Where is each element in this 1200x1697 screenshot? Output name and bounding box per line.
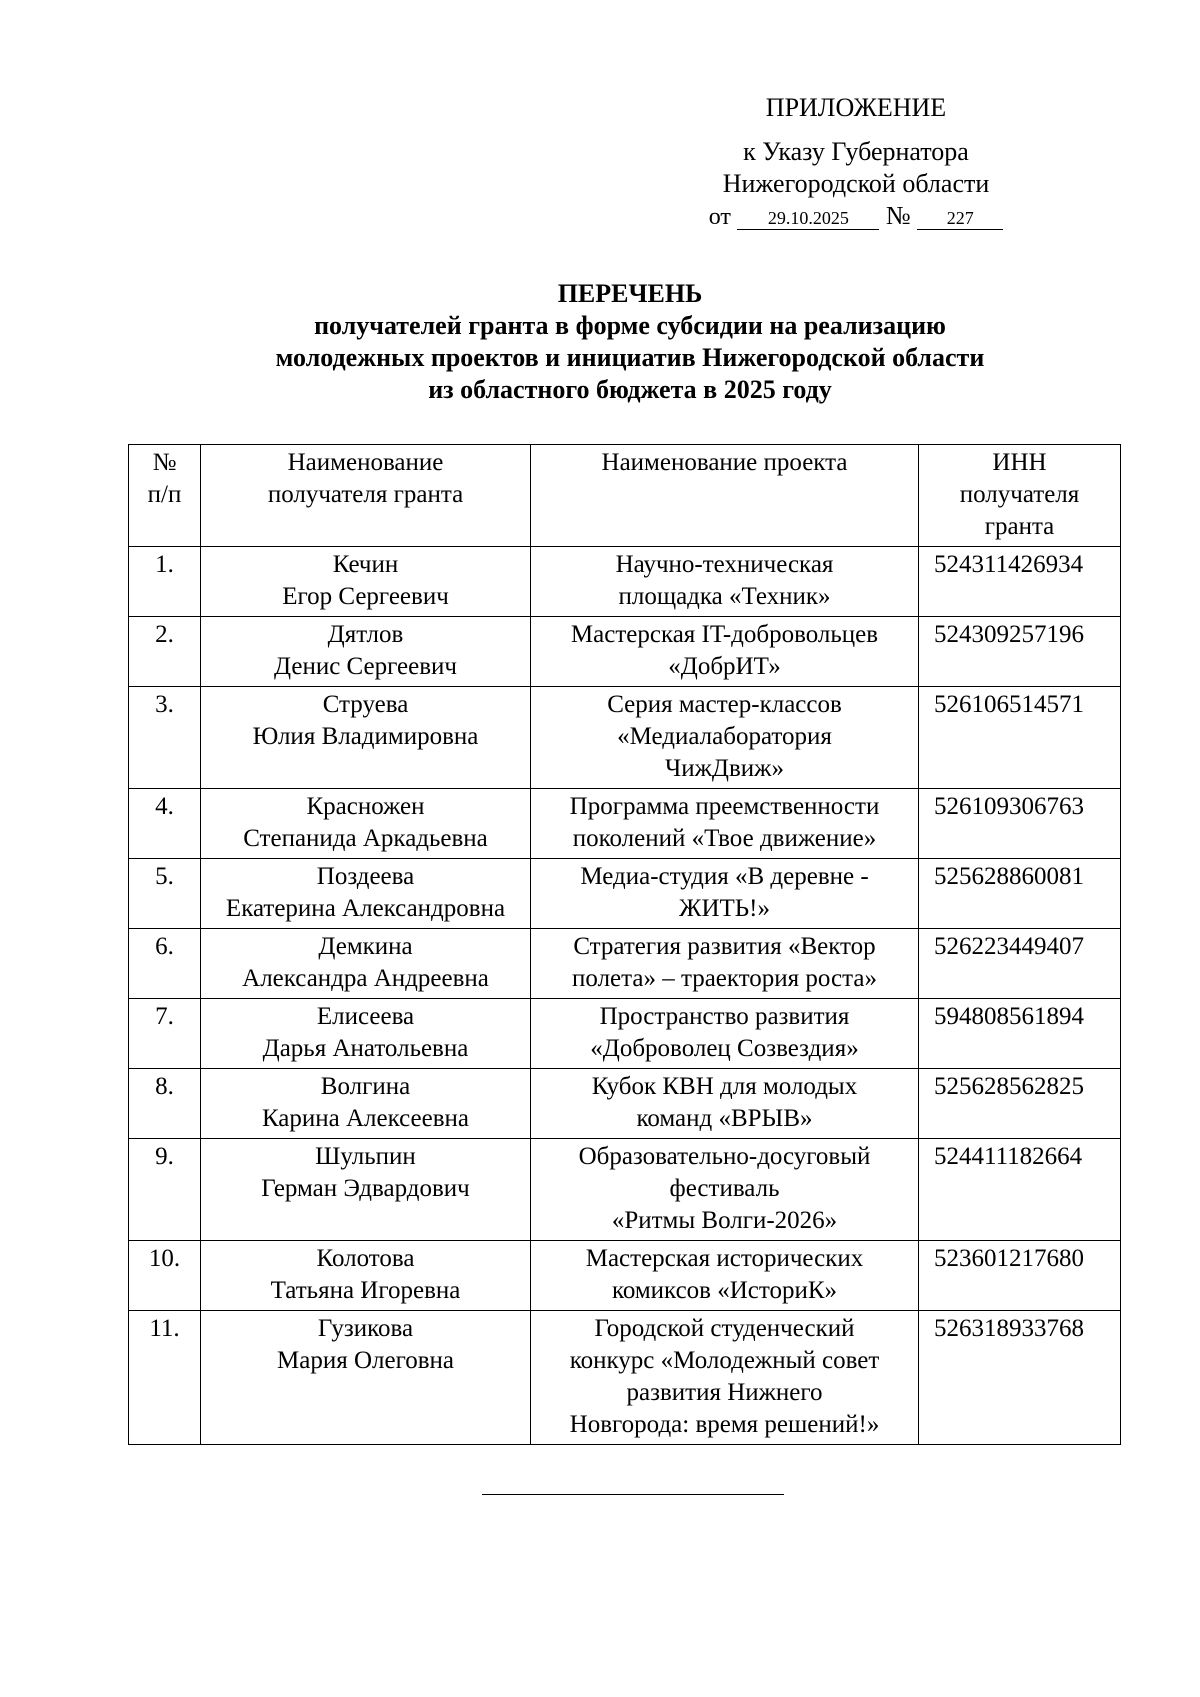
recipient-name-line: Гузикова	[317, 1315, 414, 1342]
recipient-name-line: Егор Сергеевич	[282, 583, 449, 610]
project-name-line: Научно-техническая	[615, 551, 834, 578]
project-name-line: «Медиалаборатория	[617, 723, 832, 750]
recipient-inn: 526318933768	[919, 1311, 1121, 1445]
project-name	[531, 687, 919, 789]
table-row	[129, 617, 1121, 687]
table-row	[129, 789, 1121, 859]
recipient-name-line: Екатерина Александровна	[225, 895, 506, 922]
table-row	[129, 1241, 1121, 1311]
recipient-name-line: Татьяна Игоревна	[270, 1277, 461, 1304]
recipient-name-line: Поздеева	[316, 863, 415, 890]
recipient-inn: 523601217680	[919, 1241, 1121, 1311]
project-name-line: Городской студенческий	[594, 1315, 855, 1342]
project-name	[531, 1139, 919, 1241]
heading-line-3: из областного бюджета в 2025 году	[428, 375, 832, 404]
recipient-name-line: Кечин	[332, 551, 399, 578]
recipient-inn: 525628860081	[919, 859, 1121, 929]
row-number: 11.	[129, 1311, 201, 1445]
recipient-name-line: Елисеева	[316, 1003, 415, 1030]
recipient-name-line: Дятлов	[327, 621, 404, 648]
row-number: 1.	[129, 547, 201, 617]
decree-line	[708, 200, 1004, 233]
recipient-name	[201, 617, 531, 687]
project-name-line: «ДобрИТ»	[668, 653, 781, 680]
heading-title: ПЕРЕЧЕНЬ	[557, 279, 703, 308]
recipient-name	[201, 1241, 531, 1311]
recipient-name	[201, 687, 531, 789]
header-inn-line: получателя	[959, 481, 1080, 508]
table-row	[129, 929, 1121, 999]
recipient-name	[201, 1311, 531, 1445]
row-number: 7.	[129, 999, 201, 1069]
recipient-name-line: Колотова	[316, 1245, 415, 1272]
recipient-inn: 526223449407	[919, 929, 1121, 999]
heading-line-2: молодежных проектов и инициатив Нижегородской области	[275, 343, 985, 372]
project-name-line: развития Нижнего	[626, 1379, 823, 1406]
project-name	[531, 789, 919, 859]
project-name-line: полета» – траектория роста»	[572, 965, 877, 992]
document-heading	[0, 278, 1200, 406]
recipient-name	[201, 547, 531, 617]
row-number: 5.	[129, 859, 201, 929]
project-name-line: Программа преемственности	[569, 793, 880, 820]
recipient-inn: 594808561894	[919, 999, 1121, 1069]
row-number: 9.	[129, 1139, 201, 1241]
header-project	[531, 445, 919, 547]
header-num-line: №	[152, 449, 177, 476]
project-name	[531, 1311, 919, 1445]
recipient-inn: 524311426934	[919, 547, 1121, 617]
appendix-line-1: к Указу Губернатора	[743, 137, 969, 166]
header-recipient	[201, 445, 531, 547]
recipient-name-line: Дарья Анатольевна	[262, 1035, 469, 1062]
project-name-line: конкурс «Молодежный совет	[569, 1347, 880, 1374]
project-name	[531, 929, 919, 999]
project-name-line: команд «ВРЫВ»	[636, 1105, 813, 1132]
recipient-name-line: Мария Олеговна	[277, 1347, 454, 1374]
table-row	[129, 547, 1121, 617]
table-row	[129, 687, 1121, 789]
recipient-name	[201, 859, 531, 929]
recipient-inn: 524309257196	[919, 617, 1121, 687]
recipient-name	[201, 1139, 531, 1241]
recipient-name	[201, 789, 531, 859]
closing-rule	[482, 1494, 784, 1495]
table-row	[129, 1069, 1121, 1139]
row-number: 10.	[129, 1241, 201, 1311]
project-name-line: комиксов «ИсториК»	[611, 1277, 838, 1304]
recipient-name-line: Шульпин	[315, 1143, 416, 1170]
project-name-line: Новгорода: время решений!»	[569, 1411, 880, 1438]
grant-recipients-table	[128, 444, 1121, 1445]
table-header-row	[129, 445, 1121, 547]
project-name-line: Стратегия развития «Вектор	[573, 933, 876, 960]
row-number: 2.	[129, 617, 201, 687]
project-name	[531, 859, 919, 929]
table-row	[129, 859, 1121, 929]
number-label: №	[885, 201, 911, 230]
recipient-name-line: Демкина	[318, 933, 413, 960]
project-name-line: «Ритмы Волги-2026»	[611, 1207, 838, 1234]
appendix-title: ПРИЛОЖЕНИЕ	[765, 93, 947, 122]
recipient-inn: 525628562825	[919, 1069, 1121, 1139]
header-inn-line: ИНН	[992, 449, 1047, 476]
recipient-name-line: Юлия Владимировна	[252, 723, 479, 750]
project-name-line: ЖИТЬ!»	[679, 895, 770, 922]
project-name	[531, 547, 919, 617]
row-number: 4.	[129, 789, 201, 859]
appendix-line-2: Нижегородской области	[722, 169, 990, 198]
recipient-name-line: Александра Андреевна	[242, 965, 489, 992]
project-name	[531, 1069, 919, 1139]
recipient-name-line: Герман Эдвардович	[261, 1175, 470, 1202]
header-recipient-line: получателя гранта	[267, 481, 464, 508]
project-name-line: Медиа-студия «В деревне -	[580, 863, 869, 890]
recipient-inn: 526106514571	[919, 687, 1121, 789]
recipient-name-line: Карина Алексеевна	[261, 1105, 470, 1132]
appendix-block	[708, 92, 1004, 233]
recipient-name-line: Струева	[322, 691, 409, 718]
row-number: 3.	[129, 687, 201, 789]
row-number: 6.	[129, 929, 201, 999]
project-name	[531, 999, 919, 1069]
recipient-name-line: Степанида Аркадьевна	[243, 825, 488, 852]
recipient-inn: 526109306763	[919, 789, 1121, 859]
recipient-name-line: Красножен	[306, 793, 425, 820]
table-row	[129, 999, 1121, 1069]
project-name-line: Мастерская IT-добровольцев	[570, 621, 879, 648]
project-name-line: «Доброволец Созвездия»	[590, 1035, 859, 1062]
heading-line-1: получателей гранта в форме субсидии на реализацию	[314, 311, 946, 340]
project-name-line: Образовательно-досуговый	[578, 1143, 871, 1170]
header-num	[129, 445, 201, 547]
project-name	[531, 617, 919, 687]
project-name-line: поколений «Твое движение»	[572, 825, 877, 852]
project-name	[531, 1241, 919, 1311]
table-row	[129, 1139, 1121, 1241]
project-name-line: фестиваль	[669, 1175, 780, 1202]
recipient-name	[201, 929, 531, 999]
decree-date: 29.10.2025	[737, 207, 879, 230]
project-name-line: Пространство развития	[599, 1003, 850, 1030]
header-inn-line: гранта	[984, 513, 1055, 540]
project-name-line: Мастерская исторических	[585, 1245, 864, 1272]
recipient-name	[201, 999, 531, 1069]
recipient-name	[201, 1069, 531, 1139]
header-recipient-line: Наименование	[287, 449, 444, 476]
table-row	[129, 1311, 1121, 1445]
table-body	[129, 547, 1121, 1445]
project-name-line: Серия мастер-классов	[607, 691, 842, 718]
decree-number: 227	[917, 207, 1003, 230]
row-number: 8.	[129, 1069, 201, 1139]
header-inn	[919, 445, 1121, 547]
project-name-line: площадка «Техник»	[618, 583, 831, 610]
recipient-name-line: Волгина	[320, 1073, 411, 1100]
project-name-line: Кубок КВН для молодых	[591, 1073, 858, 1100]
from-label: от	[708, 204, 731, 230]
header-project-line: Наименование проекта	[601, 449, 848, 476]
header-num-line: п/п	[147, 481, 182, 508]
recipient-name-line: Денис Сергеевич	[273, 653, 457, 680]
project-name-line: ЧижДвиж»	[665, 755, 784, 782]
recipient-inn: 524411182664	[919, 1139, 1121, 1241]
